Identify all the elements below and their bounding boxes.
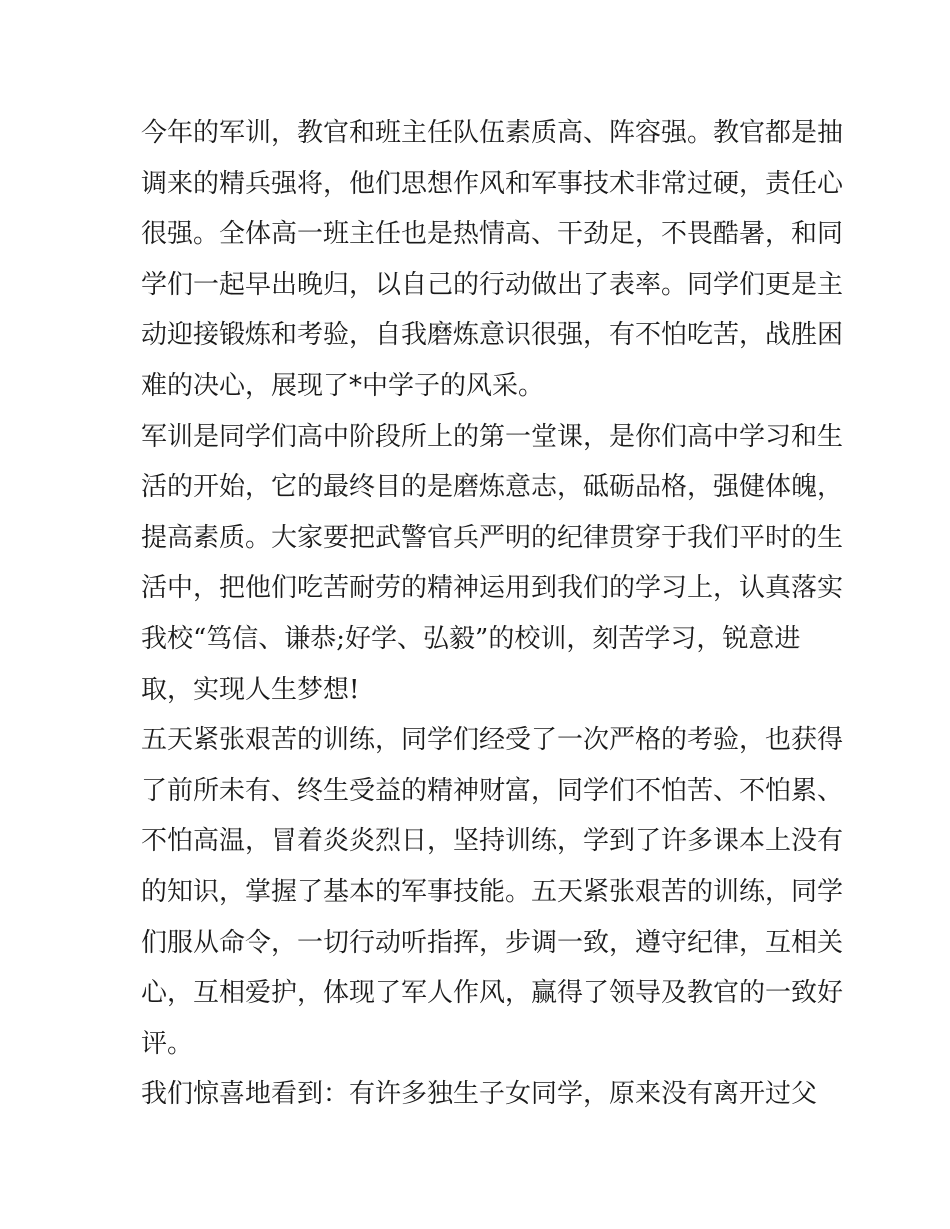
text-line: 们服从命令，一切行动听指挥，步调一致，遵守纪律，互相关: [141, 927, 844, 958]
text-line: 活的开始，它的最终目的是磨炼意志，砥砺品格，强健体魄，: [141, 472, 844, 503]
text-line: 很强。全体高一班主任也是热情高、干劲足，不畏酷暑，和同: [141, 219, 844, 250]
text-line: 我校“笃信、谦恭;好学、弘毅”的校训，刻苦学习，锐意进: [141, 623, 801, 654]
text-line: 今年的军训，教官和班主任队伍素质高、阵容强。教官都是抽: [141, 118, 844, 148]
text-line: 调来的精兵强将，他们思想作风和军事技术非常过硬，责任心: [141, 168, 844, 199]
text-line: 学们一起早出晚归，以自己的行动做出了表率。同学们更是主: [141, 269, 844, 300]
text-line: 提高素质。大家要把武警官兵严明的纪律贯穿于我们平时的生: [141, 522, 844, 553]
text-line: 难的决心，展现了*中学子的风采。: [141, 370, 545, 401]
text-line: 五天紧张艰苦的训练，同学们经受了一次严格的考验，也获得: [141, 725, 844, 756]
text-line: 的知识，掌握了基本的军事技能。五天紧张艰苦的训练，同学: [141, 876, 844, 907]
text-line: 取，实现人生梦想!: [141, 674, 360, 705]
text-line: 动迎接锻炼和考验，自我磨炼意识很强，有不怕吃苦，战胜困: [141, 320, 844, 351]
text-line: 军训是同学们高中阶段所上的第一堂课，是你们高中学习和生: [141, 421, 844, 452]
text-line: 我们惊喜地看到：有许多独生子女同学，原来没有离开过父: [141, 1079, 818, 1110]
text-line: 了前所未有、终生受益的精神财富，同学们不怕苦、不怕累、: [141, 775, 844, 806]
text-line: 活中，把他们吃苦耐劳的精神运用到我们的学习上，认真落实: [141, 573, 844, 604]
text-line: 评。: [141, 1028, 194, 1059]
body-text: [141, 108, 844, 1120]
text-line: 心，互相爱护，体现了军人作风，赢得了领导及教官的一致好: [141, 978, 844, 1009]
text-line: 不怕高温，冒着炎炎烈日，坚持训练，学到了许多课本上没有: [141, 826, 844, 857]
